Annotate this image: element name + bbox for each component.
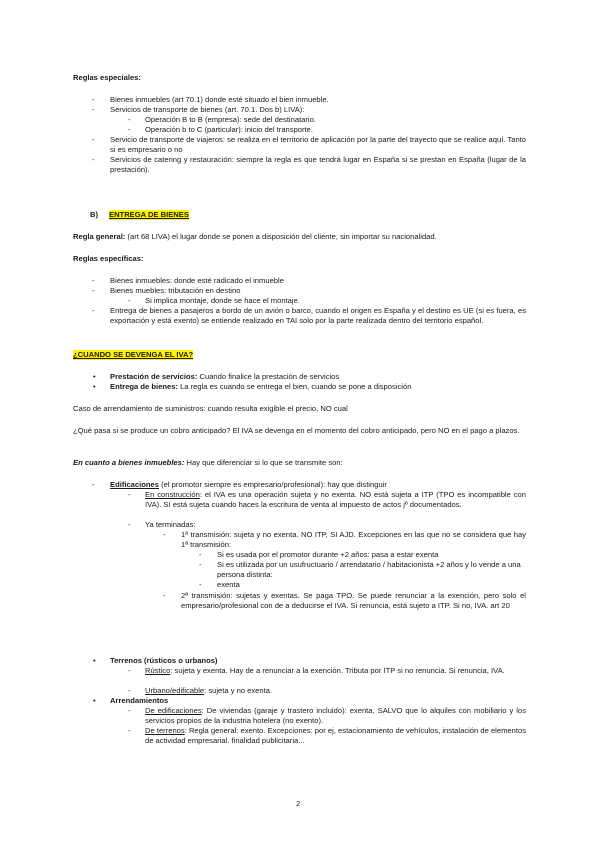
devengo-item — [110, 382, 411, 392]
segunda-transmision: 2ª transmisión: sujetas y exentas. Se paga TPO. Se puede renunciar a la exención, pero solo el empresario/profesional con de a deducirse el IVA. Si renuncia, está sujeto a ITP. Si no, IVA. art 20 — [181, 591, 526, 610]
list-item: Bienes inmuebles (art 70.1) donde esté situado el bien inmueble. — [110, 95, 329, 104]
en-construccion-text: : el IVA es una operación sujeta y no exenta. NO está sujeta a ITP (TPO es incompatible con IVA). Sí está sujeta cuando haces la escritura de venta al impuesto de actos jº documentados. — [145, 490, 527, 509]
regla-general — [73, 232, 437, 242]
dash-bullet: - — [92, 286, 95, 295]
dash-bullet: - — [128, 296, 131, 305]
urbano-text: : sujeta y no exenta. — [204, 686, 273, 695]
terrenos-heading: Terrenos (rústicos o urbanos) — [110, 656, 218, 665]
dash-bullet: - — [128, 115, 131, 124]
dash-bullet: - — [92, 276, 95, 285]
dash-bullet: - — [92, 105, 95, 114]
en-construccion-label: En construcción — [145, 490, 200, 499]
exenta-text: exenta — [217, 580, 240, 589]
dash-bullet: - — [92, 155, 95, 164]
arrendamiento-suministros: Caso de arrendamiento de suministros: cuando resulta exigible el precio, NO cual — [73, 404, 348, 413]
excepcion-usufructuario: Si es utilizada por un usufructuario / arrendatario / habitacionista +2 años y lo vende a una persona distinta: — [217, 560, 521, 579]
dash-bullet: - — [92, 480, 95, 489]
arr-terrenos-label: De terrenos — [145, 726, 185, 735]
arrendamiento-terrenos — [145, 726, 526, 745]
dash-bullet: - — [128, 490, 131, 499]
dash-bullet: - — [128, 726, 131, 735]
dash-bullet: - — [199, 580, 202, 589]
en-construccion-item — [145, 490, 526, 509]
cobro-anticipado: ¿Qué pasa si se produce un cobro anticipado? El IVA se devenga en el momento del cobro anticipado, pero NO en el pago a plazos. — [73, 426, 520, 435]
list-item: Servicios de transporte de bienes (art. 70.1. Dos b) LIVA): — [110, 105, 305, 114]
rustico-label: Rústico — [145, 666, 171, 675]
reglas-especiales-heading: Reglas especiales: — [73, 73, 141, 82]
arrendamientos-heading: Arrendamientos — [110, 696, 169, 705]
devengo-item-label: Entrega de bienes: — [110, 382, 178, 391]
regla-general-label: Regla general: — [73, 232, 126, 241]
dash-bullet: - — [163, 530, 166, 539]
list-item: Servicio de transporte de viajeros: se realiza en el territorio de aplicación por la parte del trayecto que se realice aquí. Tanto si es empresario o no — [110, 135, 526, 154]
list-item: Entrega de bienes a pasajeros a bordo de un avión o barco, cuando el origen es España y el destino es UE (si es fuera, es exportación y está exento) se entiende realizado en TAI solo por la parte realizada dentro del territorio español. — [110, 306, 526, 325]
edificaciones-label: Edificaciones — [110, 480, 159, 489]
dash-bullet: - — [92, 95, 95, 104]
dash-bullet: - — [128, 666, 131, 675]
excepcion-promotor: Si es usada por el promotor durante +2 años: pasa a estar exenta — [217, 550, 439, 559]
arrendamiento-edificaciones — [145, 706, 526, 725]
dash-bullet: - — [128, 520, 131, 529]
ya-terminadas: Ya terminadas: — [145, 520, 196, 529]
list-item: Operación B to B (empresa): sede del destinatario. — [145, 115, 316, 124]
dash-bullet: - — [128, 686, 131, 695]
devengo-item-text: Cuando finalice la prestación de servicios — [197, 372, 340, 381]
page-number: 2 — [296, 799, 301, 808]
inmuebles-intro-text: Hay que diferenciar si lo que se transmite son: — [184, 458, 343, 467]
dot-bullet: • — [93, 372, 96, 381]
primera-transmision: 1ª transmisión: sujeta y no exenta. NO ITP, SI AJD. Excepciones en las que no se considera que hay 1ª transmisión: — [181, 530, 526, 549]
list-item: Bienes inmuebles: donde esté radicado el inmueble — [110, 276, 284, 285]
terreno-urbano — [145, 686, 272, 696]
dash-bullet: - — [163, 591, 166, 600]
rustico-text: : sujeta y exenta. Hay de a renunciar a la exención. Tributa por ITP si no renuncia. Si renuncia, IVA. — [170, 666, 505, 675]
list-item: Si implica montaje, donde se hace el montaje. — [145, 296, 300, 305]
dash-bullet: - — [199, 550, 202, 559]
arr-edificaciones-text: : De viviendas (garaje y trastero incluido): exenta, SALVO que lo alquiles con mobiliario y los servicios propios de la industria hotelera (no exento). — [145, 706, 527, 725]
urbano-label: Urbano/edificable — [145, 686, 205, 695]
dot-bullet: • — [93, 656, 96, 665]
inmuebles-intro — [73, 458, 343, 468]
inmuebles-intro-label: En cuanto a bienes inmuebles: — [73, 458, 185, 467]
regla-general-text: (art 68 LIVA) el lugar donde se ponen a disposición del cliente, sin importar su nacionalidad. — [125, 232, 437, 241]
terreno-rustico — [145, 666, 526, 676]
section-title: ENTREGA DE BIENES — [109, 210, 189, 219]
edificaciones-item — [110, 480, 387, 490]
list-item: Operación b to C (particular): inicio del transporte. — [145, 125, 313, 134]
devengo-heading: ¿CUANDO SE DEVENGA EL IVA? — [73, 350, 194, 359]
dash-bullet: - — [92, 306, 95, 315]
reglas-especificas-heading: Reglas específicas: — [73, 254, 144, 263]
dot-bullet: • — [93, 696, 96, 705]
list-item: Servicios de catering y restauración: siempre la regla es que tendrá lugar en España si se prestan en España (lugar de la prestación). — [110, 155, 526, 174]
dot-bullet: • — [93, 382, 96, 391]
arr-terrenos-text: : Regla general: exento. Excepciones: por ej, estacionamiento de vehículos, instalación de elementos de actividad empresarial. finalidad publicitaria... — [145, 726, 526, 745]
devengo-item-label: Prestación de servicios: — [110, 372, 198, 381]
edificaciones-text: (el promotor siempre es empresario/profesional): hay que distinguir — [158, 480, 387, 489]
dash-bullet: - — [92, 135, 95, 144]
dash-bullet: - — [128, 125, 131, 134]
devengo-item-text: La regla es cuando se entrega el bien, cuando se pone a disposición — [177, 382, 412, 391]
section-letter: B) — [90, 210, 99, 219]
list-item: Bienes muebles: tributación en destino — [110, 286, 241, 295]
arr-edificaciones-label: De edificaciones — [145, 706, 202, 715]
devengo-item — [110, 372, 339, 382]
dash-bullet: - — [128, 706, 131, 715]
dash-bullet: - — [199, 560, 202, 569]
